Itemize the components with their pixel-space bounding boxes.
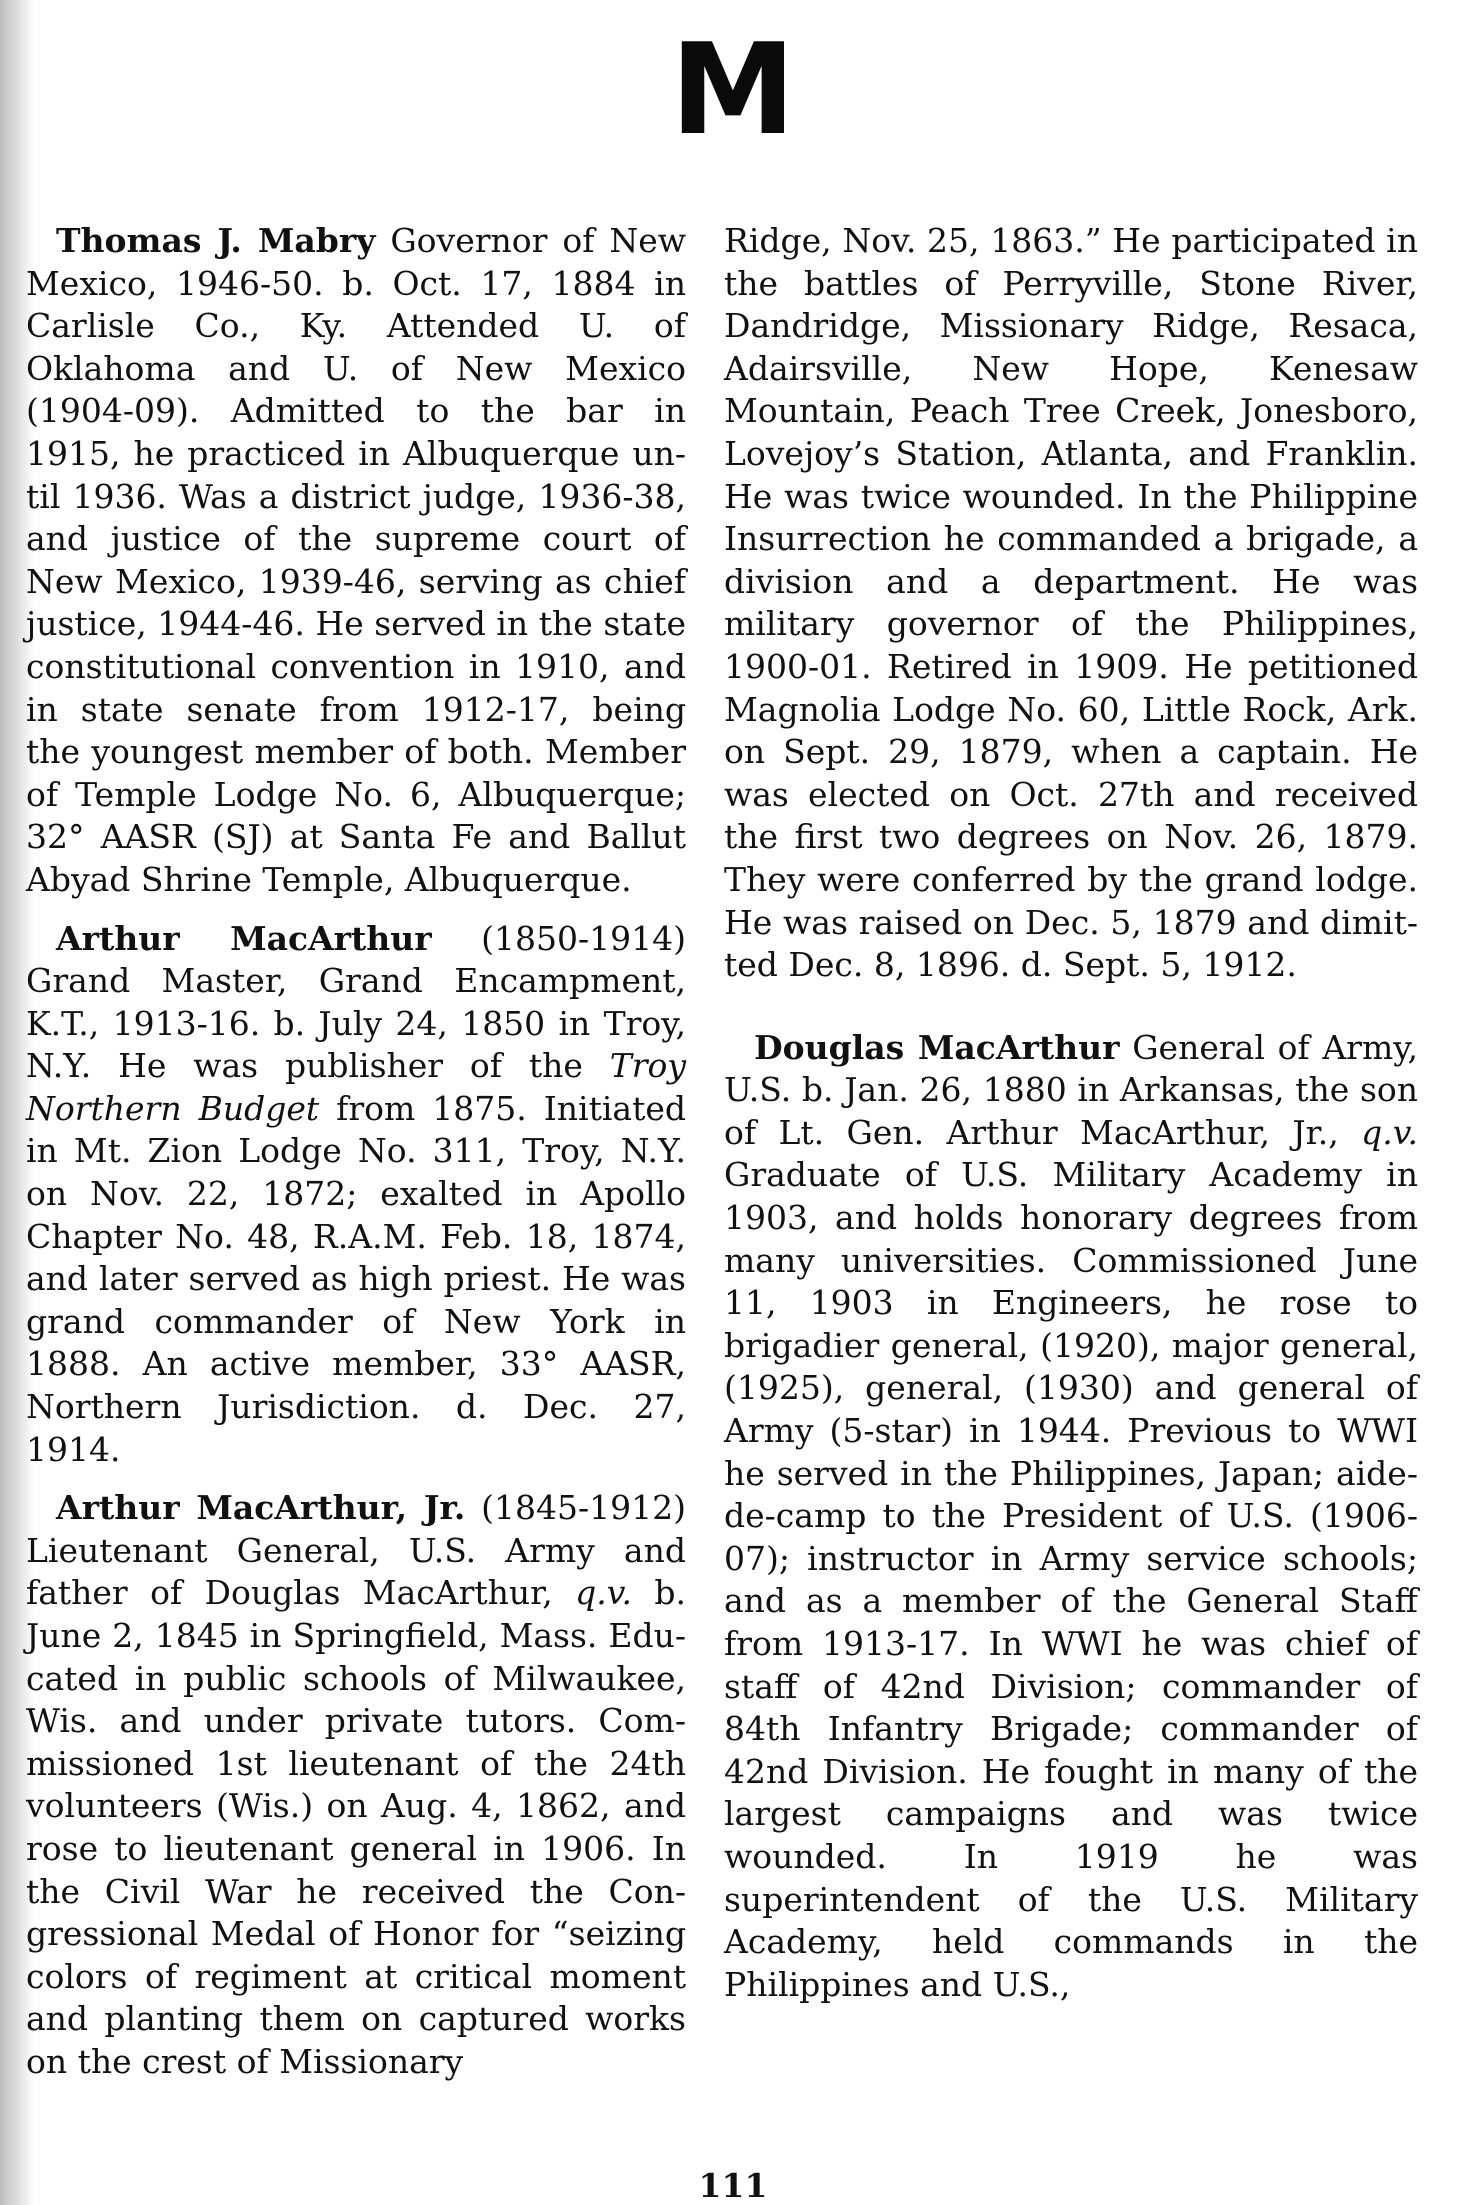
entry-arthur-macarthur-jr-continued	[724, 220, 1418, 987]
entry-name: Thomas J. Mabry	[56, 221, 376, 260]
entry-text: General of Army, U.S. b. Jan. 26, 1880 in Arkansas, the son of Lt. Gen. Arthur MacArthur, Jr.,	[724, 1027, 1418, 1152]
entry-arthur-macarthur-jr	[26, 1487, 686, 2083]
entry-name: Arthur MacArthur, Jr.	[56, 1488, 466, 1528]
entry-italic-title: Troy Northern Budget	[26, 1046, 686, 1128]
entry-name: Douglas MacArthur	[754, 1027, 1120, 1067]
entry-text: Lieutenant General, U.S. Army and father of Douglas MacArthur,	[26, 1530, 686, 1613]
right-column	[724, 220, 1418, 2006]
entry-italic-ref: q.v.	[1361, 1112, 1418, 1152]
entry-dates: (1850-1914)	[431, 918, 686, 958]
entry-douglas-macarthur	[724, 1027, 1418, 2007]
left-column	[26, 220, 686, 2084]
entry-name: Arthur MacArthur	[56, 918, 432, 958]
section-letter: M	[670, 16, 796, 163]
entry-arthur-macarthur	[26, 918, 686, 1472]
entry-text: Grand Master, Grand Encampment, K.T., 1913-16. b. July 24, 1850 in Troy, N.Y. He was publisher of the	[26, 961, 686, 1086]
entry-thomas-mabry	[26, 220, 686, 902]
entry-dates: (1845-1912)	[465, 1488, 686, 1528]
entry-text: Graduate of U.S. Military Academy in 1903, and holds honorary degrees from many universities. Commissioned June 11, 1903 in Engineers, he rose to brigadier general, (1920), major general, (1925), general, (1930) and general of Army (5-star) in 1944. Previous to WWI he served in the Philippines, Japan; aide-de-camp to the President of U.S. (1906-07); instructor in Army service schools; and as a member of the General Staff from 1913-17. In WWI he was chief of staff of 42nd Division; commander of 84th Infantry Brigade; commander of 42nd Division. He fought in many of the largest campaigns and was twice wounded. In 1919 he was superintendent of the U.S. Military Academy, held commands in the Philippines and U.S.,	[724, 1155, 1418, 2004]
entry-text: b. June 2, 1845 in Springfield, Mass. Educated in public schools of Milwaukee, Wis. and under private tutors. Commissioned 1st lieutenant of the 24th volunteers (Wis.) on Aug. 4, 1862, and rose to lieutenant general in 1906. In the Civil War he received the Congressional Medal of Honor for “seizing colors of regiment at critical moment and planting them on captured works on the crest of Missionary	[26, 1573, 686, 2081]
page-number: 111	[698, 2166, 768, 2205]
entry-text: Ridge, Nov. 25, 1863.” He participated in the battles of Perryville, Stone River, Dandridge, Missionary Ridge, Resaca, Adairsville, New Hope, Kenesaw Mountain, Peach Tree Creek, Jonesboro, Lovejoy’s Station, Atlanta, and Franklin. He was twice wounded. In the Philippine Insurrection he commanded a brigade, a division and a department. He was military governor of the Philippines, 1900-01. Retired in 1909. He petitioned Magnolia Lodge No. 60, Little Rock, Ark. on Sept. 29, 1879, when a captain. He was elected on Oct. 27th and received the first two degrees on Nov. 26, 1879. They were conferred by the grand lodge. He was raised on Dec. 5, 1879 and dimitted Dec. 8, 1896. d. Sept. 5, 1912.	[724, 221, 1418, 985]
entry-text: from 1875. Initiated in Mt. Zion Lodge No. 311, Troy, N.Y. on Nov. 22, 1872; exalted in Apollo Chapter No. 48, R.A.M. Feb. 18, 1874, and later served as high priest. He was grand commander of New York in 1888. An active member, 33° AASR, Northern Jurisdiction. d. Dec. 27, 1914.	[26, 1088, 687, 1469]
entry-italic-ref: q.v.	[575, 1573, 632, 1613]
entry-text: Governor of New Mexico, 1946-50. b. Oct. 17, 1884 in Carlisle Co., Ky. Attended U. of Oklahoma and U. of New Mexico (1904-09). Admitted to the bar in 1915, he practiced in Albuquerque until 1936. Was a district judge, 1936-38, and justice of the supreme court of New Mexico, 1939-46, serving as chief justice, 1944-46. He served in the state constitutional convention in 1910, and in state senate from 1912-17, being the youngest member of both. Member of Temple Lodge No. 6, Albuquerque; 32° AASR (SJ) at Santa Fe and Ballut Abyad Shrine Temple, Albuquerque.	[26, 221, 686, 899]
